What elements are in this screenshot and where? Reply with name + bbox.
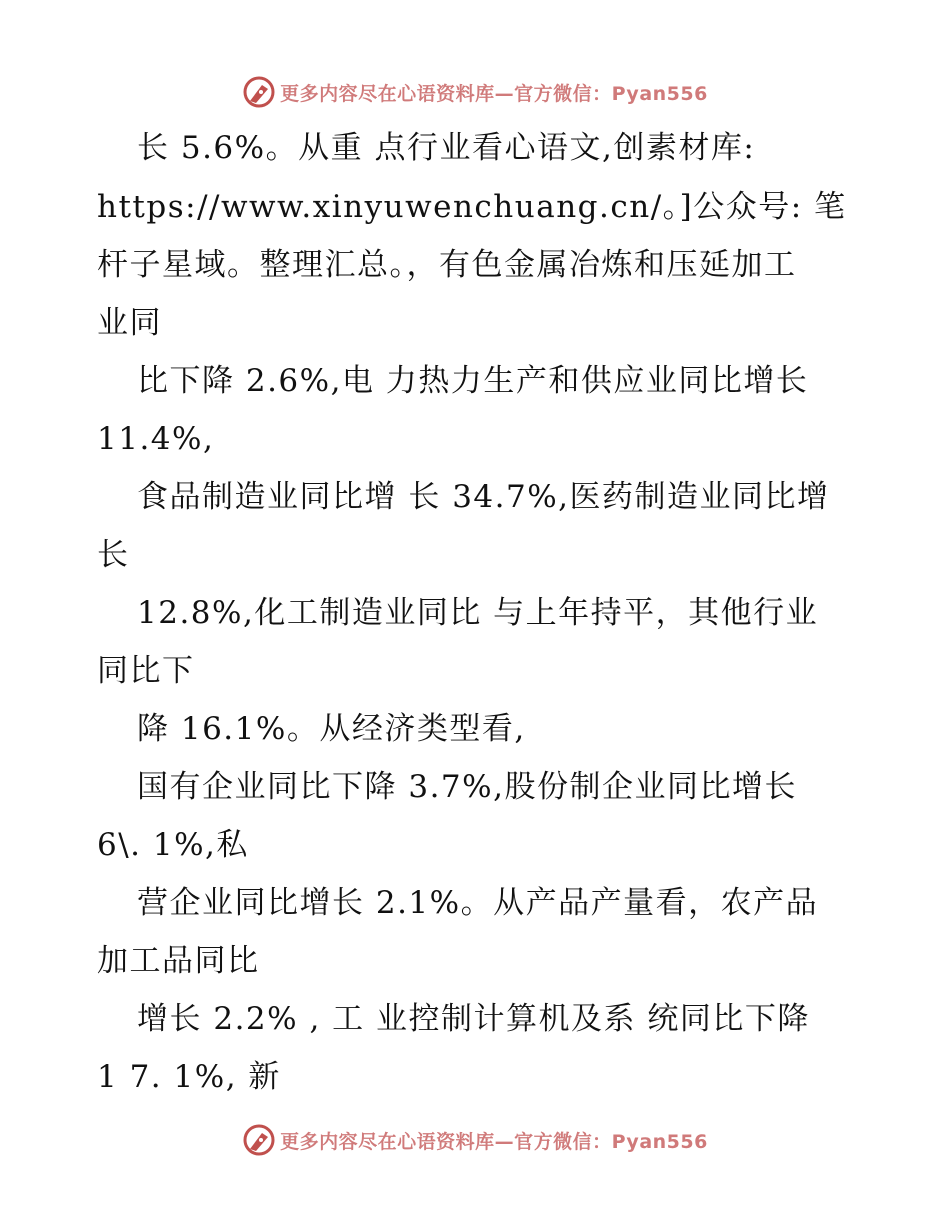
watermark-text: 更多内容尽在心语资料库—官方微信：Pyan556 — [280, 82, 708, 105]
body-line: 加工品同比 — [97, 943, 260, 979]
watermark-text: 更多内容尽在心语资料库—官方微信：Pyan556 — [280, 1130, 708, 1153]
pen-nib-logo-icon — [242, 1123, 276, 1157]
body-line: 12.8%,化工制造业同比 与上年持平，其他行业 — [137, 595, 819, 631]
body-line: 食品制造业同比增 长 34.7%,医药制造业同比增 — [137, 479, 830, 515]
body-line: 长 5.6%。从重 点行业看心语文,创素材库: — [137, 130, 756, 166]
body-line: 业同 — [97, 305, 162, 341]
body-line: 比下降 2.6%,电 力热力生产和供应业同比增长 — [137, 363, 809, 399]
body-line: 1 7. 1%, 新 — [97, 1059, 281, 1095]
body-line: 11.4%, — [97, 421, 215, 457]
pen-nib-logo-icon — [242, 75, 276, 109]
watermark-footer — [0, 1120, 950, 1160]
body-line: 长 — [97, 537, 130, 573]
body-line: 营企业同比增长 2.1%。从产品产量看，农产品 — [137, 885, 819, 921]
body-line: 国有企业同比下降 3.7%,股份制企业同比增长 — [137, 769, 797, 805]
body-line: 杆子星域。整理汇总。，有色金属冶炼和压延加工 — [97, 247, 797, 283]
body-line: 同比下 — [97, 653, 195, 689]
watermark-header — [0, 72, 950, 112]
body-line: 降 16.1%。从经济类型看, — [137, 711, 526, 747]
body-line: 增长 2.2% , 工 业控制计算机及系 统同比下降 — [137, 1001, 810, 1037]
body-line: https://www.xinyuwenchuang.cn/。]公众号: 笔 — [97, 189, 847, 225]
body-line: 6\. 1%,私 — [97, 827, 249, 863]
